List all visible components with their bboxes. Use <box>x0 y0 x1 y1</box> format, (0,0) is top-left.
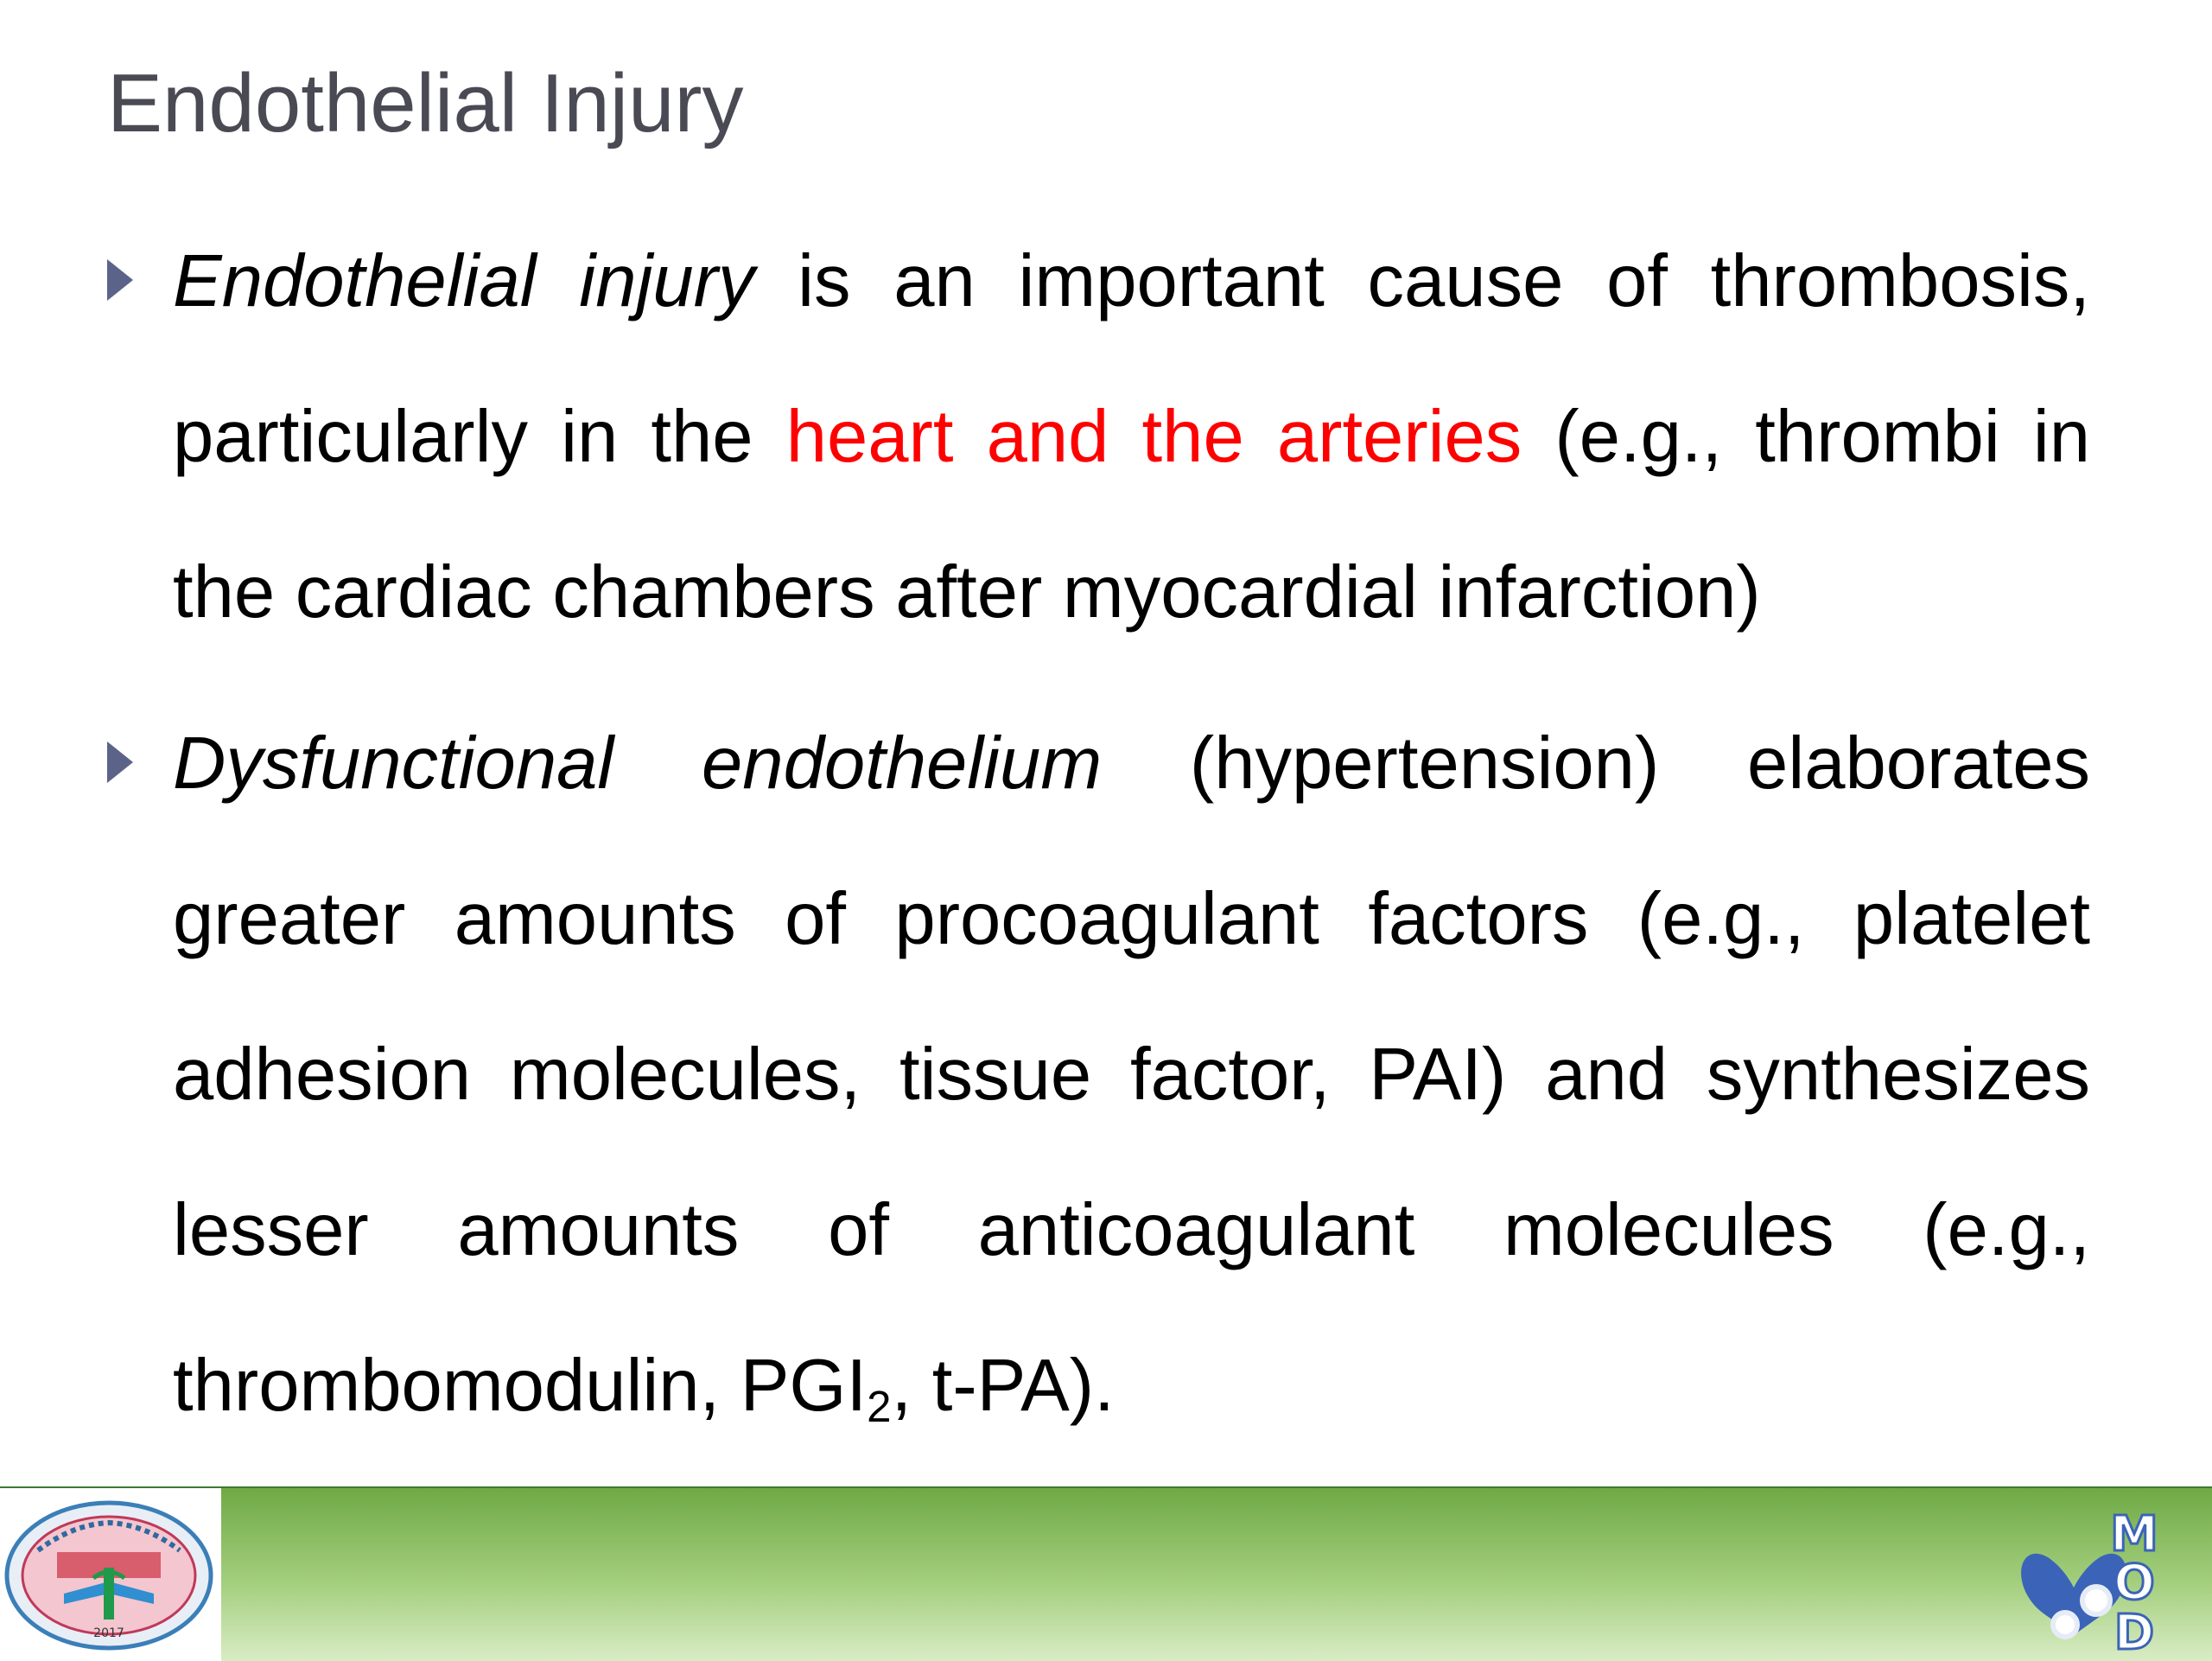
slide-title: Endothelial Injury <box>107 57 744 150</box>
mod-logo-icon <box>2013 1505 2186 1654</box>
italic-term: Endothelial injury <box>173 240 755 322</box>
slide-footer <box>0 1486 2212 1661</box>
logo-year: 2017 <box>93 1626 124 1640</box>
bullet-text-segment: (e.g., thrombi in the cardiac chambers after myocardial infarction) <box>173 396 2091 633</box>
highlighted-text: heart and the arteries <box>785 396 1522 478</box>
italic-term: Dysfunctional endothelium <box>173 722 1103 805</box>
bullet-text <box>173 686 2090 1464</box>
college-seal-logo-icon <box>3 1499 214 1652</box>
bullet-text-segment: (hypertension) elaborates greater amounts of procoagulant factors (e.g., platelet adhesion molecules, tissue factor, PAI) and synthesizes lesser amounts of anticoagulant molecules (e.g., thrombomodulin, PGI <box>173 722 2090 1427</box>
logo-letter-d: D <box>2113 1605 2155 1654</box>
triangle-bullet-icon <box>107 741 133 783</box>
footer-gradient-band <box>221 1488 2212 1661</box>
triangle-bullet-icon <box>107 259 133 301</box>
bullet-item <box>107 686 2090 1464</box>
subscript: 2 <box>867 1381 892 1431</box>
logo-letter-m: M <box>2110 1506 2158 1562</box>
logo-letter-o: O <box>2113 1555 2155 1611</box>
bullet-text-segment: , t-PA). <box>891 1345 1115 1427</box>
bullet-item <box>107 204 2090 671</box>
bullet-text-segment: is an important cause of thrombosis, particularly in the <box>173 240 2090 478</box>
bullet-text <box>173 204 2090 671</box>
